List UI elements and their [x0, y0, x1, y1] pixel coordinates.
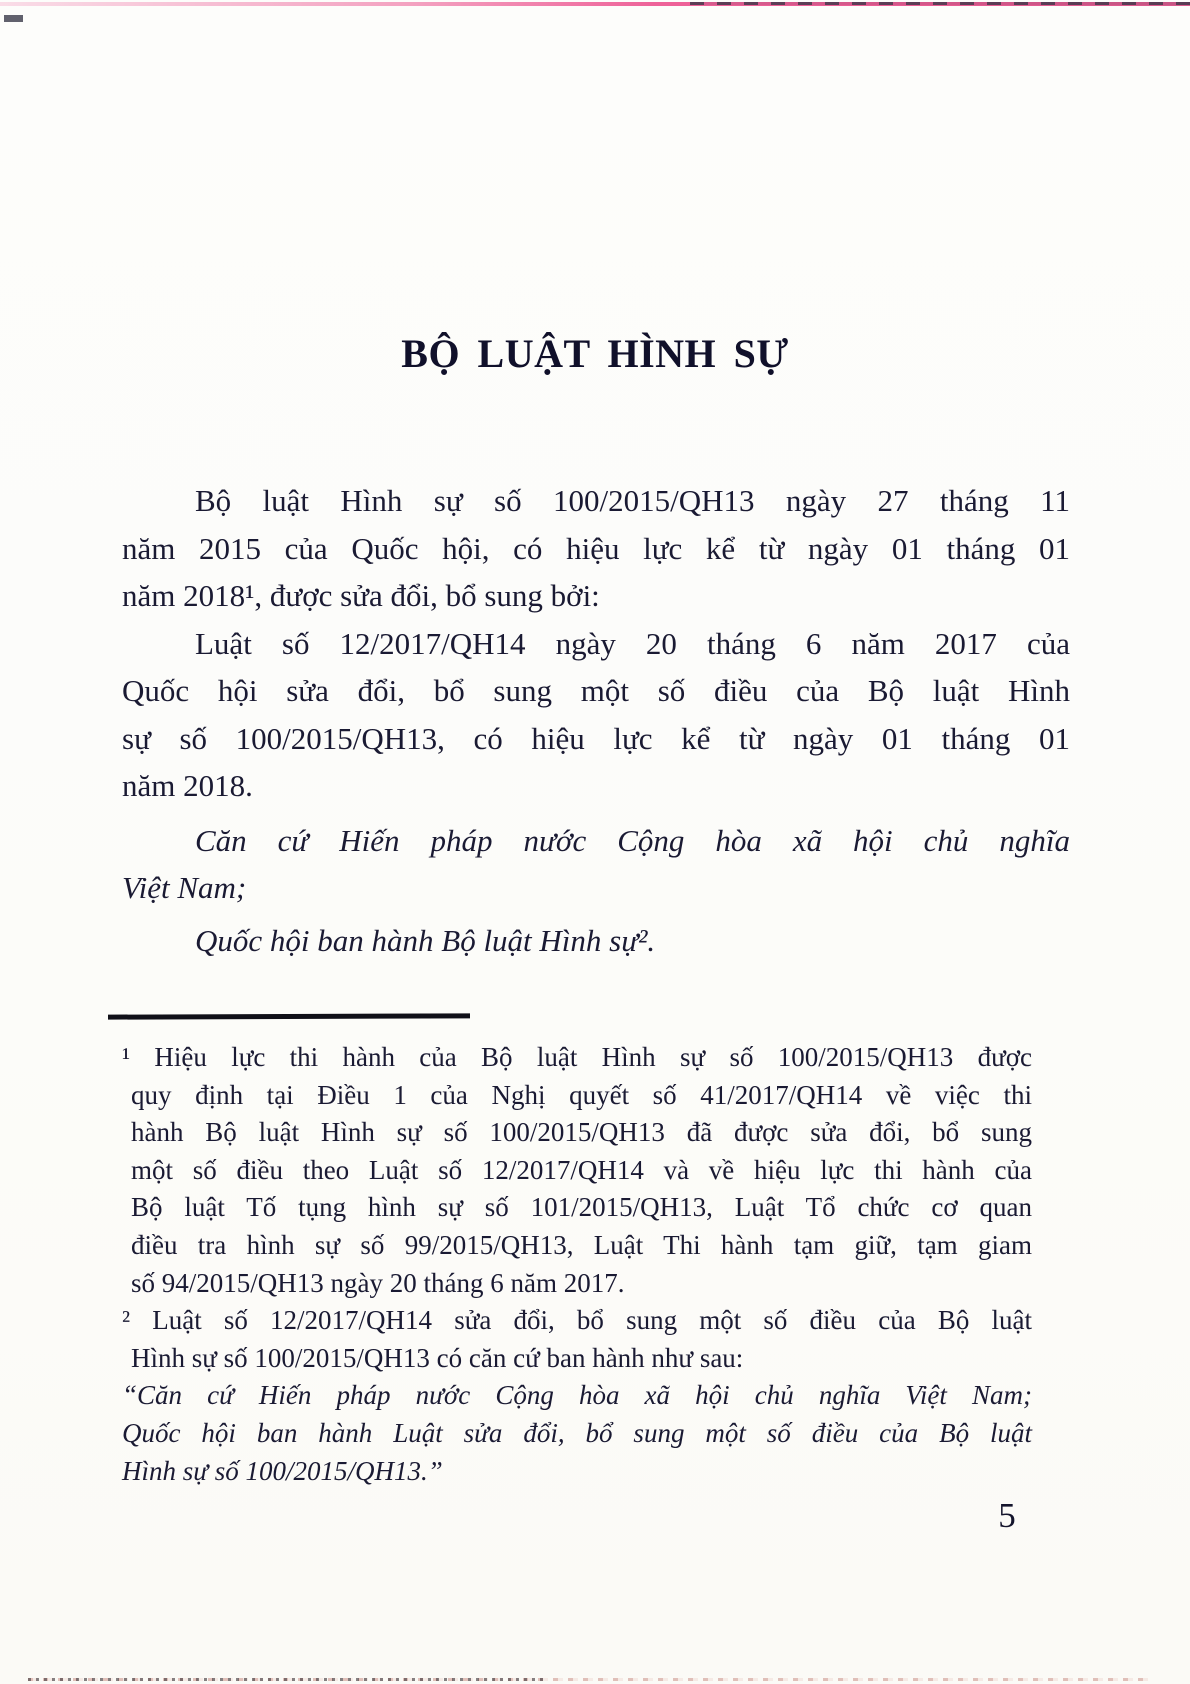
document-title: BỘ LUẬT HÌNH SỰ: [401, 331, 789, 376]
footnotes: [122, 1039, 1032, 1490]
text-line: Căn cứ Hiến pháp nước Cộng hòa xã hội chủ nghĩa: [195, 822, 1070, 858]
paragraph-preamble: [122, 817, 1070, 912]
text-line: ² Luật số 12/2017/QH14 sửa đổi, bổ sung một số điều của Bộ luật: [122, 1305, 1032, 1336]
text-line: Việt Nam;: [122, 870, 247, 905]
paragraph-enactment: [122, 917, 1070, 965]
text-line: “Căn cứ Hiến pháp nước Cộng hòa xã hội chủ nghĩa Việt Nam;: [122, 1380, 1032, 1411]
text-line: ¹ Hiệu lực thi hành của Bộ luật Hình sự số 100/2015/QH13 được: [122, 1042, 1032, 1072]
text-line: Bộ luật Tố tụng hình sự số 101/2015/QH13, Luật Tổ chức cơ quan: [131, 1192, 1032, 1223]
paragraph-amendment: [122, 620, 1070, 810]
document-body: [122, 477, 1070, 964]
text-line: một số điều theo Luật số 12/2017/QH14 và về hiệu lực thi hành của: [131, 1154, 1032, 1185]
text-line: Bộ luật Hình sự số 100/2015/QH13 ngày 27 tháng 11: [195, 483, 1070, 518]
footnote-1: [122, 1039, 1032, 1302]
text-line: năm 2018¹, được sửa đổi, bổ sung bởi:: [122, 578, 600, 613]
text-line: Quốc hội sửa đổi, bổ sung một số điều của Bộ luật Hình: [122, 673, 1070, 708]
text-line: Hình sự số 100/2015/QH13.”: [122, 1455, 443, 1486]
text-line: Quốc hội ban hành Luật sửa đổi, bổ sung một số điều của Bộ luật: [122, 1417, 1032, 1448]
paragraph-intro: [122, 477, 1070, 620]
text-line: Luật số 12/2017/QH14 ngày 20 tháng 6 năm 2017 của: [195, 625, 1070, 661]
text-line: số 94/2015/QH13 ngày 20 tháng 6 năm 2017.: [131, 1267, 625, 1298]
text-line: năm 2018.: [122, 768, 253, 803]
text-line: hành Bộ luật Hình sự số 100/2015/QH13 đã được sửa đổi, bổ sung: [131, 1117, 1032, 1148]
page-bottom-scan-edge: [28, 1678, 1148, 1681]
text-line: Quốc hội ban hành Bộ luật Hình sự².: [195, 922, 656, 958]
text-line: điều tra hình sự số 99/2015/QH13, Luật Thi hành tạm giữ, tạm giam: [131, 1229, 1032, 1260]
text-line: quy định tại Điều 1 của Nghị quyết số 41/2017/QH14 về việc thi: [131, 1079, 1032, 1110]
footnote-2: [122, 1302, 1032, 1490]
text-line: năm 2015 của Quốc hội, có hiệu lực kể từ ngày 01 tháng 01: [122, 530, 1070, 566]
footnote-separator: [108, 1013, 470, 1019]
page-number: 5: [998, 1496, 1016, 1535]
scan-corner-artifact: [4, 15, 23, 22]
page-top-scan-edge: [0, 2, 1190, 6]
text-line: Hình sự số 100/2015/QH13 có căn cứ ban hành như sau:: [131, 1342, 744, 1373]
text-line: sự số 100/2015/QH13, có hiệu lực kể từ ngày 01 tháng 01: [122, 720, 1070, 756]
